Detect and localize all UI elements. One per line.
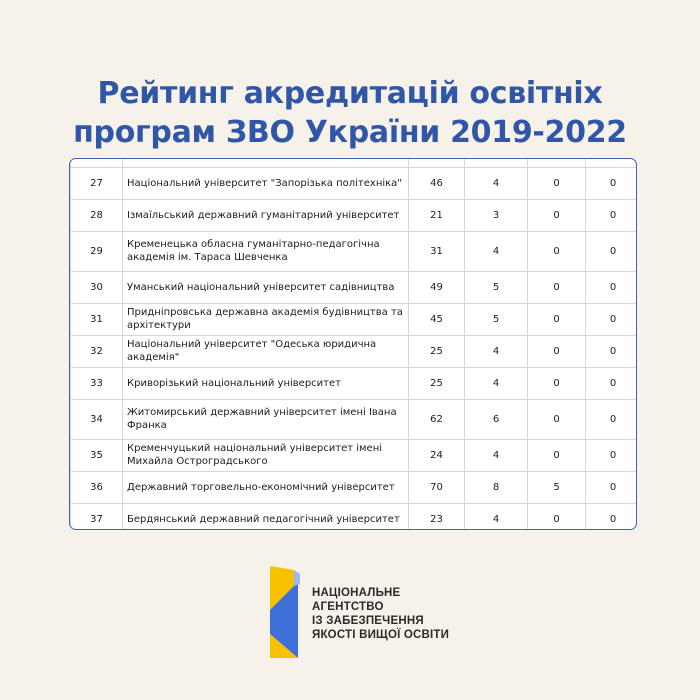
value-cell-2: 4 [465, 503, 528, 530]
value-cell-3: 0 [528, 231, 586, 271]
university-name-cell: Кременчуцький національний університет імені Михайла Остроградського [123, 439, 409, 471]
university-name-cell: Державний торговельно-економічний університет [123, 471, 409, 503]
value-cell-1: 25 [409, 367, 465, 399]
logo-line-4: ЯКОСТІ ВИЩОЇ ОСВІТИ [312, 629, 450, 641]
rank-cell: 27 [71, 167, 123, 199]
value-cell-2: 4 [465, 167, 528, 199]
value-cell-2: 4 [465, 231, 528, 271]
value-cell-1: 62 [409, 399, 465, 439]
university-name-cell: Придніпровська державна академія будівництва та архітектури [123, 303, 409, 335]
value-cell-1: 45 [409, 303, 465, 335]
value-cell-3: 0 [528, 199, 586, 231]
value-cell-2: 4 [465, 439, 528, 471]
value-cell-4: 0 [586, 439, 638, 471]
table-row [71, 335, 638, 367]
university-name-cell: Бердянський державний педагогічний університет [123, 503, 409, 530]
value-cell-3: 0 [528, 271, 586, 303]
value-cell-4: 0 [586, 303, 638, 335]
rank-cell: 33 [71, 367, 123, 399]
value-cell-3: 0 [528, 399, 586, 439]
table-row [71, 503, 638, 530]
rank-cell: 30 [71, 271, 123, 303]
value-cell-1: 21 [409, 199, 465, 231]
naqa-logo-mark [264, 564, 304, 660]
value-cell-3: 0 [528, 439, 586, 471]
rank-cell: 32 [71, 335, 123, 367]
table-row [71, 199, 638, 231]
value-cell-4: 0 [586, 199, 638, 231]
ranking-table-card [69, 158, 637, 530]
logo-line-3: ІЗ ЗАБЕЗПЕЧЕННЯ [312, 615, 424, 627]
university-name-cell: Кременецька обласна гуманітарно-педагогічна академія ім. Тараса Шевченка [123, 231, 409, 271]
university-name-cell: Криворізький національний університет [123, 367, 409, 399]
naqa-logo [264, 564, 450, 660]
page-title [0, 74, 700, 152]
rank-cell: 28 [71, 199, 123, 231]
value-cell-1: 70 [409, 471, 465, 503]
table-row [71, 303, 638, 335]
value-cell-1: 24 [409, 439, 465, 471]
value-cell-2: 4 [465, 367, 528, 399]
university-name-cell: Ізмаїльський державний гуманітарний університет [123, 199, 409, 231]
value-cell-1: 25 [409, 335, 465, 367]
university-name-cell: Уманський національний університет садівництва [123, 271, 409, 303]
value-cell-2: 5 [465, 271, 528, 303]
value-cell-4: 0 [586, 399, 638, 439]
value-cell-4: 0 [586, 503, 638, 530]
naqa-logo-text [312, 586, 449, 642]
university-name-cell: Національний університет "Одеська юридична академія" [123, 335, 409, 367]
value-cell-1: 31 [409, 231, 465, 271]
title-line-2: програм ЗВО України 2019-2022 [73, 115, 627, 150]
rank-cell: 35 [71, 439, 123, 471]
title-line-1: Рейтинг акредитацій освітніх [97, 76, 603, 111]
rank-cell: 29 [71, 231, 123, 271]
table-row [71, 367, 638, 399]
value-cell-4: 0 [586, 471, 638, 503]
value-cell-4: 0 [586, 367, 638, 399]
value-cell-2: 5 [465, 303, 528, 335]
value-cell-3: 0 [528, 303, 586, 335]
table-row [71, 231, 638, 271]
value-cell-3: 0 [528, 335, 586, 367]
value-cell-1: 23 [409, 503, 465, 530]
value-cell-1: 46 [409, 167, 465, 199]
value-cell-2: 4 [465, 335, 528, 367]
rank-cell: 31 [71, 303, 123, 335]
value-cell-2: 8 [465, 471, 528, 503]
table-row [71, 471, 638, 503]
table-row [71, 439, 638, 471]
value-cell-4: 0 [586, 335, 638, 367]
value-cell-1: 49 [409, 271, 465, 303]
value-cell-2: 3 [465, 199, 528, 231]
value-cell-4: 0 [586, 167, 638, 199]
table-row-partial [71, 159, 638, 167]
value-cell-4: 0 [586, 271, 638, 303]
value-cell-2: 6 [465, 399, 528, 439]
value-cell-3: 0 [528, 503, 586, 530]
rank-cell: 34 [71, 399, 123, 439]
value-cell-3: 0 [528, 167, 586, 199]
table-row [71, 399, 638, 439]
rank-cell: 37 [71, 503, 123, 530]
rank-cell: 36 [71, 471, 123, 503]
value-cell-3: 5 [528, 471, 586, 503]
value-cell-3: 0 [528, 367, 586, 399]
value-cell-4: 0 [586, 231, 638, 271]
university-name-cell: Житомирський державний університет імені Івана Франка [123, 399, 409, 439]
ranking-table [70, 159, 637, 530]
logo-line-1: НАЦІОНАЛЬНЕ [312, 587, 401, 599]
university-name-cell: Національний університет "Запорізька політехніка" [123, 167, 409, 199]
table-row [71, 167, 638, 199]
logo-line-2: АГЕНТСТВО [312, 601, 384, 613]
table-row [71, 271, 638, 303]
